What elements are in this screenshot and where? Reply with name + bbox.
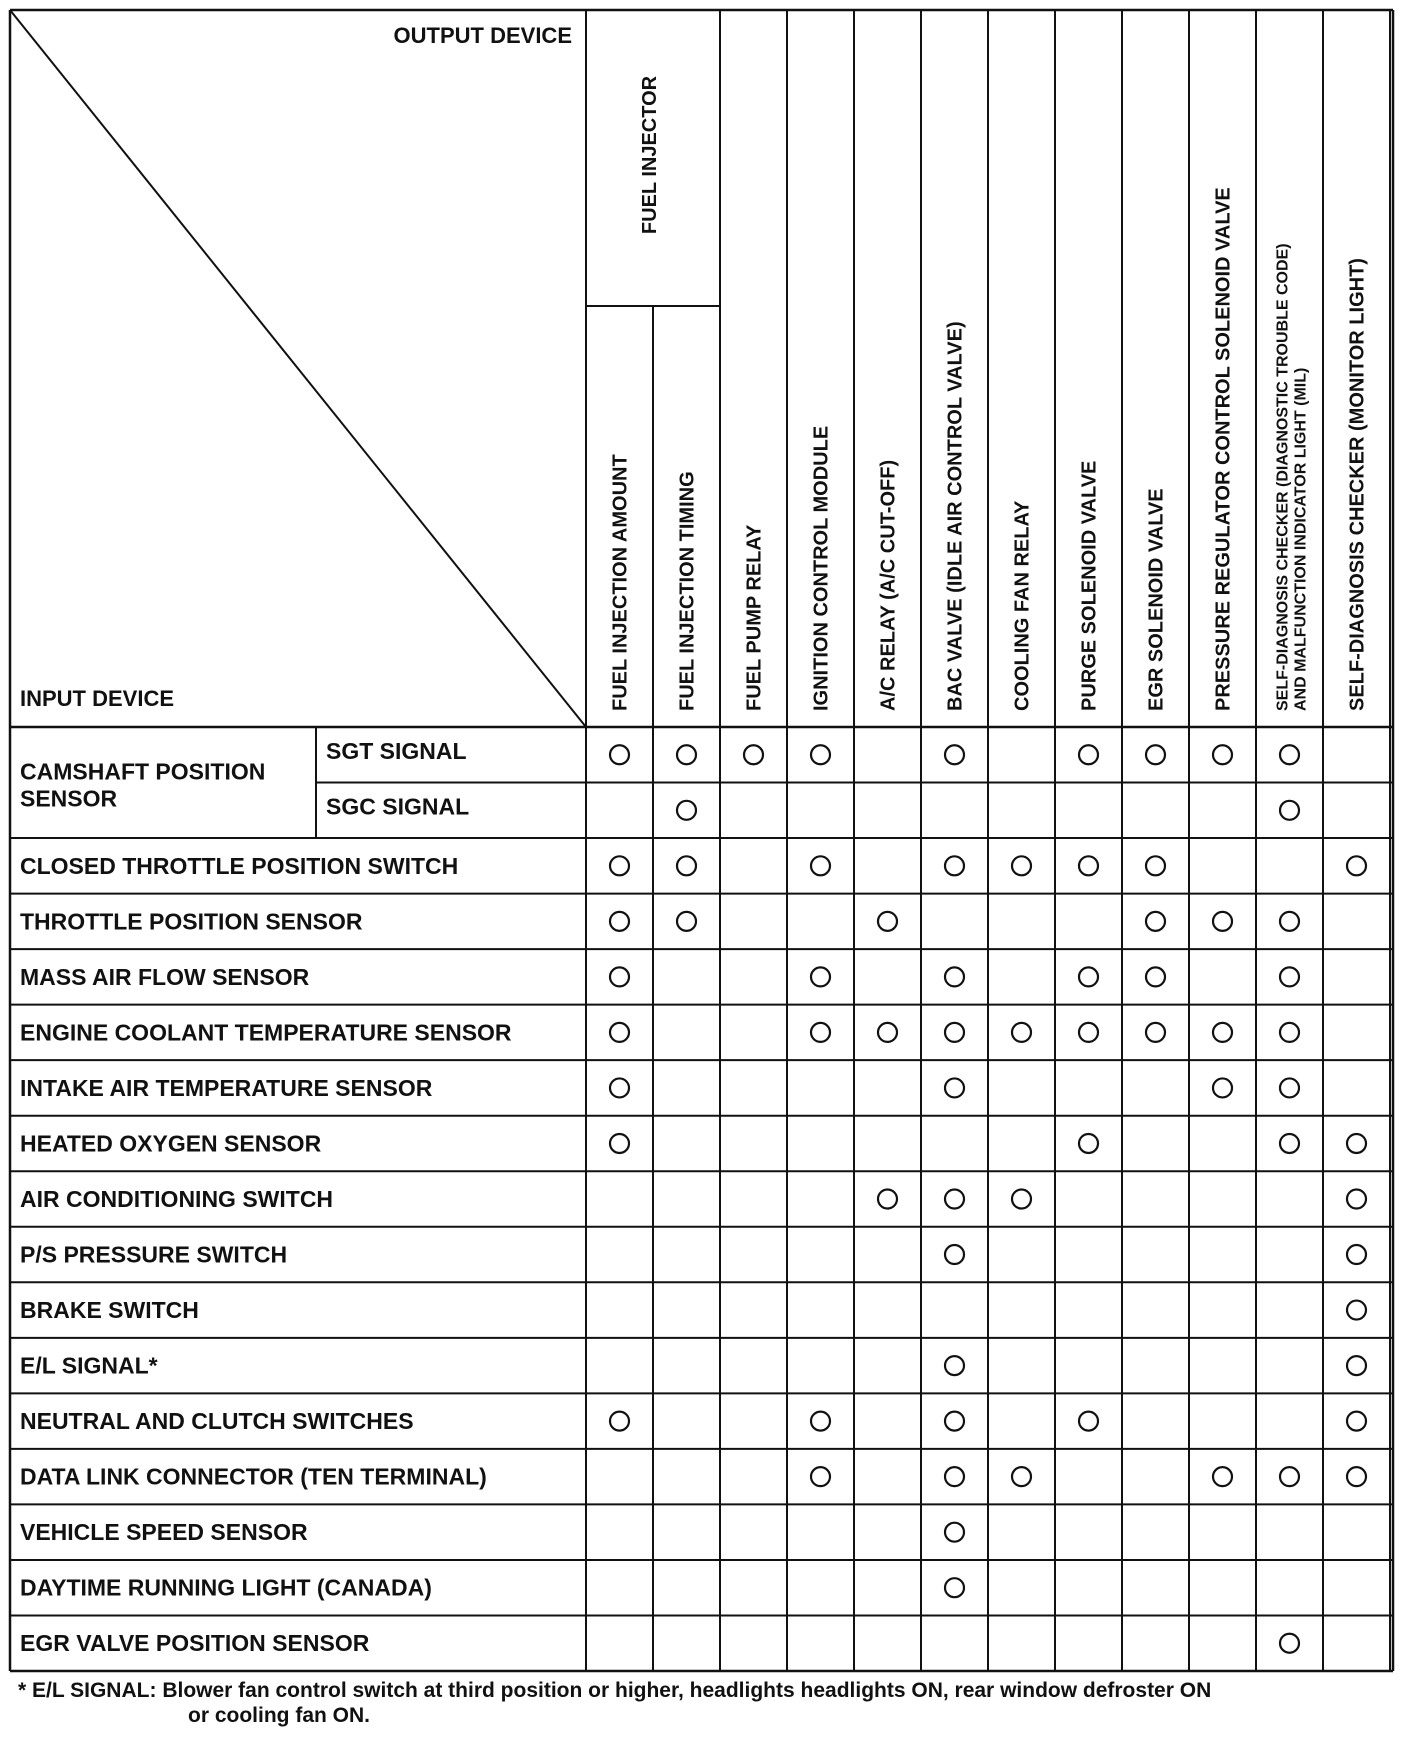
relation-mark <box>1280 745 1299 764</box>
relation-mark <box>1280 912 1299 931</box>
column-header-label: PURGE SOLENOID VALVE <box>1078 460 1101 711</box>
relation-mark <box>677 745 696 764</box>
relation-mark <box>1347 1190 1366 1209</box>
relation-mark <box>610 912 629 931</box>
relation-mark <box>1347 1134 1366 1153</box>
footnote-label: * E/L SIGNAL: <box>18 1679 157 1702</box>
relation-mark <box>945 1467 964 1486</box>
relation-mark <box>1079 967 1098 986</box>
row-label: DATA LINK CONNECTOR (TEN TERMINAL) <box>20 1463 487 1490</box>
relation-mark <box>1347 1301 1366 1320</box>
relation-mark <box>811 856 830 875</box>
relation-mark <box>610 856 629 875</box>
row-label: HEATED OXYGEN SENSOR <box>20 1130 322 1157</box>
relation-mark <box>1280 1023 1299 1042</box>
relation-mark <box>878 1023 897 1042</box>
column-header-label: PRESSURE REGULATOR CONTROL SOLENOID VALVE <box>1212 187 1235 711</box>
column-header-label: FUEL INJECTION AMOUNT <box>609 454 632 711</box>
relation-mark <box>1280 1134 1299 1153</box>
relation-mark <box>677 801 696 820</box>
relation-mark <box>945 1356 964 1375</box>
relation-mark <box>1146 1023 1165 1042</box>
relation-mark <box>1347 1467 1366 1486</box>
row-label: P/S PRESSURE SWITCH <box>20 1241 288 1268</box>
relation-mark <box>1079 1134 1098 1153</box>
relation-mark <box>1280 967 1299 986</box>
row-label: BRAKE SWITCH <box>20 1297 199 1324</box>
relation-mark <box>945 745 964 764</box>
relation-mark <box>811 967 830 986</box>
input-device-label: INPUT DEVICE <box>20 686 175 711</box>
relation-mark <box>811 1467 830 1486</box>
row-label: EGR VALVE POSITION SENSOR <box>20 1630 370 1657</box>
column-header-label: AND MALFUNCTION INDICATOR LIGHT (MIL) <box>1292 367 1310 711</box>
fuel-injector-group-label: FUEL INJECTOR <box>639 75 661 235</box>
column-header-label: EGR SOLENOID VALVE <box>1145 488 1168 711</box>
row-label: AIR CONDITIONING SWITCH <box>20 1186 334 1212</box>
footnote <box>18 1678 1398 1728</box>
relation-mark <box>1347 1245 1366 1264</box>
relation-mark <box>1146 745 1165 764</box>
header-diagonal-line <box>10 10 586 727</box>
row-label: SENSOR <box>20 785 118 812</box>
row-label: E/L SIGNAL* <box>20 1352 158 1379</box>
relation-mark <box>677 856 696 875</box>
relation-mark <box>1213 1078 1232 1097</box>
column-header-label: IGNITION CONTROL MODULE <box>810 425 833 711</box>
relation-mark <box>1280 801 1299 820</box>
relation-mark <box>945 1412 964 1431</box>
relation-mark <box>945 1245 964 1264</box>
relation-mark <box>610 1023 629 1042</box>
row-label: INTAKE AIR TEMPERATURE SENSOR <box>20 1074 433 1101</box>
relation-mark <box>1347 1412 1366 1431</box>
relation-mark <box>811 745 830 764</box>
row-label: DAYTIME RUNNING LIGHT (CANADA) <box>20 1574 432 1601</box>
footnote-text-line2: or cooling fan ON. <box>188 1704 370 1727</box>
relation-mark <box>1213 912 1232 931</box>
relation-mark <box>945 856 964 875</box>
relation-mark <box>878 912 897 931</box>
row-sublabel: SGC SIGNAL <box>326 793 470 820</box>
row-labels <box>20 738 512 1656</box>
relation-mark <box>1079 745 1098 764</box>
output-device-label: OUTPUT DEVICE <box>393 23 572 48</box>
relation-mark <box>1146 856 1165 875</box>
row-sublabel: SGT SIGNAL <box>326 737 467 764</box>
relation-mark <box>1146 912 1165 931</box>
relation-mark <box>1280 1634 1299 1653</box>
relation-mark <box>610 745 629 764</box>
relation-mark <box>945 1578 964 1597</box>
relation-mark <box>945 1023 964 1042</box>
row-label: ENGINE COOLANT TEMPERATURE SENSOR <box>20 1019 512 1046</box>
relation-mark <box>1079 1412 1098 1431</box>
relation-mark <box>811 1412 830 1431</box>
row-label: NEUTRAL AND CLUTCH SWITCHES <box>20 1408 414 1435</box>
relation-mark <box>1347 1356 1366 1375</box>
relation-mark <box>1012 856 1031 875</box>
column-header-label: FUEL INJECTION TIMING <box>676 471 699 711</box>
relation-mark <box>1012 1190 1031 1209</box>
relation-mark <box>1213 1467 1232 1486</box>
relation-mark <box>1280 1467 1299 1486</box>
row-label: VEHICLE SPEED SENSOR <box>20 1519 308 1546</box>
relation-mark <box>811 1023 830 1042</box>
relation-mark <box>610 967 629 986</box>
column-header-label: FUEL PUMP RELAY <box>743 524 766 711</box>
relation-mark <box>1280 1078 1299 1097</box>
relation-mark <box>744 745 763 764</box>
relation-mark <box>1079 856 1098 875</box>
column-header-label: SELF-DIAGNOSIS CHECKER (MONITOR LIGHT) <box>1346 258 1369 711</box>
column-header-label: A/C RELAY (A/C CUT-OFF) <box>877 459 900 711</box>
relation-mark <box>610 1412 629 1431</box>
relation-mark <box>1213 1023 1232 1042</box>
column-header-label: COOLING FAN RELAY <box>1011 500 1034 711</box>
relation-mark <box>945 1523 964 1542</box>
relation-mark <box>1079 1023 1098 1042</box>
relation-mark <box>945 967 964 986</box>
relation-mark <box>1213 745 1232 764</box>
row-label: CLOSED THROTTLE POSITION SWITCH <box>20 852 459 879</box>
relation-mark <box>945 1190 964 1209</box>
column-header-label: SELF-DIAGNOSIS CHECKER (DIAGNOSTIC TROUBLE CODE) <box>1274 243 1292 711</box>
relation-mark <box>677 912 696 931</box>
footnote-text-line1: Blower fan control switch at third position or higher, headlights headlights ON, rear window defroster ON <box>162 1679 1212 1702</box>
relation-mark <box>1347 856 1366 875</box>
row-label: CAMSHAFT POSITION <box>20 758 266 785</box>
relation-mark <box>610 1134 629 1153</box>
relation-mark <box>945 1078 964 1097</box>
row-label: THROTTLE POSITION SENSOR <box>20 908 363 935</box>
relation-mark <box>610 1078 629 1097</box>
relation-mark <box>1012 1467 1031 1486</box>
relation-mark <box>1012 1023 1031 1042</box>
relation-mark <box>878 1190 897 1209</box>
row-label: MASS AIR FLOW SENSOR <box>20 963 310 990</box>
column-header-label: BAC VALVE (IDLE AIR CONTROL VALVE) <box>944 321 967 711</box>
relation-mark <box>1146 967 1165 986</box>
